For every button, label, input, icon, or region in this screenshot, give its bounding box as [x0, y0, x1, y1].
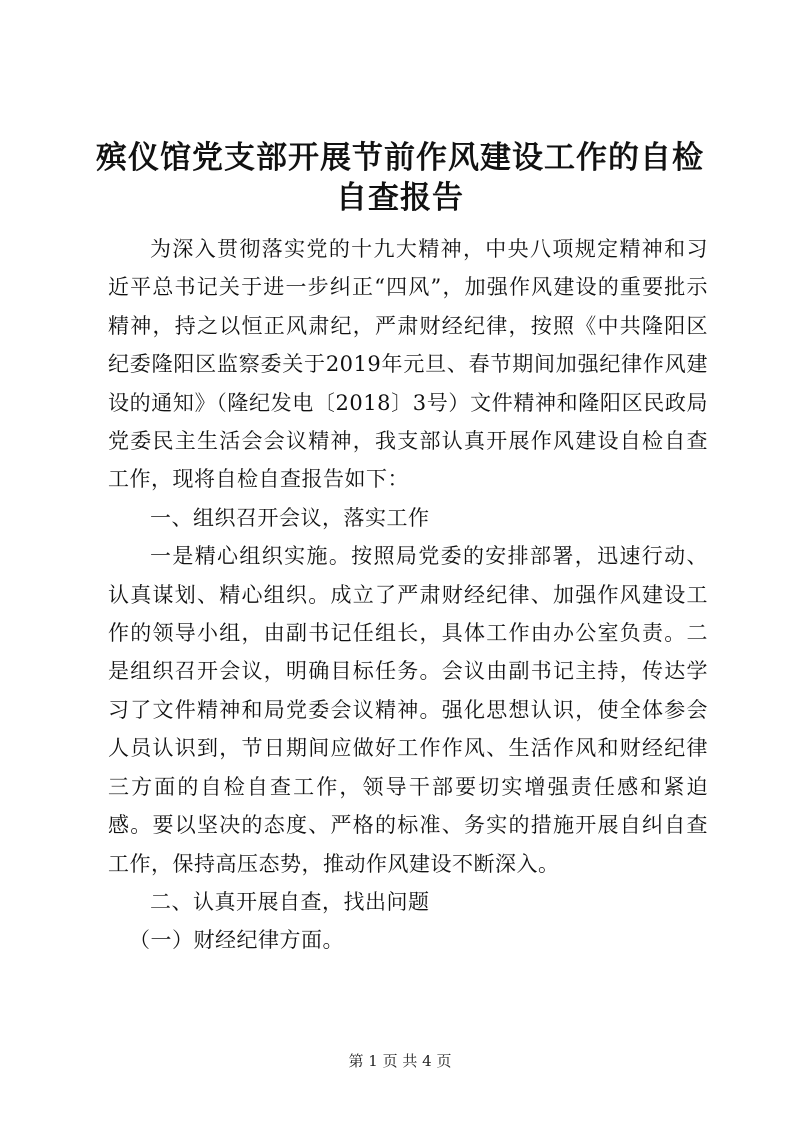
section-1-paragraph: 一是精心组织实施。按照局党委的安排部署，迅速行动、认真谋划、精心组织。成立了严肃财经纪律、加强作风建设工作的领导小组，由副书记任组长，具体工作由办公室负责。二是组织召开会议，明确目标任务。会议由副书记主持，传达学习了文件精神和局党委会议精神。强化思想认识，使全体参会人员认识到，节日期间应做好工作作风、生活作风和财经纪律三方面的自检自查工作，领导干部要切实增强责任感和紧迫感。要以坚决的态度、严格的标准、务实的措施开展自纠自查工作，保持高压态势，推动作风建设不断深入。	[108, 544, 708, 876]
section-heading-1: 一、组织召开会议，落实工作	[150, 505, 430, 530]
document-title: 殡仪馆党支部开展节前作风建设工作的自检自查报告	[96, 140, 704, 216]
section-heading-2: 二、认真开展自查，找出问题	[150, 889, 430, 914]
document-body	[108, 230, 708, 960]
intro-paragraph: 为深入贯彻落实党的十九大精神，中央八项规定精神和习近平总书记关于进一步纠正“四风”，加强作风建设的重要批示精神，持之以恒正风肃纪，严肃财经纪律，按照《中共隆阳区纪委隆阳区监察委关于2019年元旦、春节期间加强纪律作风建设的通知》（隆纪发电〔2018〕3号）文件精神和隆阳区民政局党委民主生活会会议精神，我支部认真开展作风建设自检自查工作，现将自检自查报告如下：	[108, 237, 708, 492]
subsection-heading-1: （一）财经纪律方面。	[129, 928, 344, 953]
page-footer: 第 1 页 共 4 页	[348, 1052, 452, 1070]
